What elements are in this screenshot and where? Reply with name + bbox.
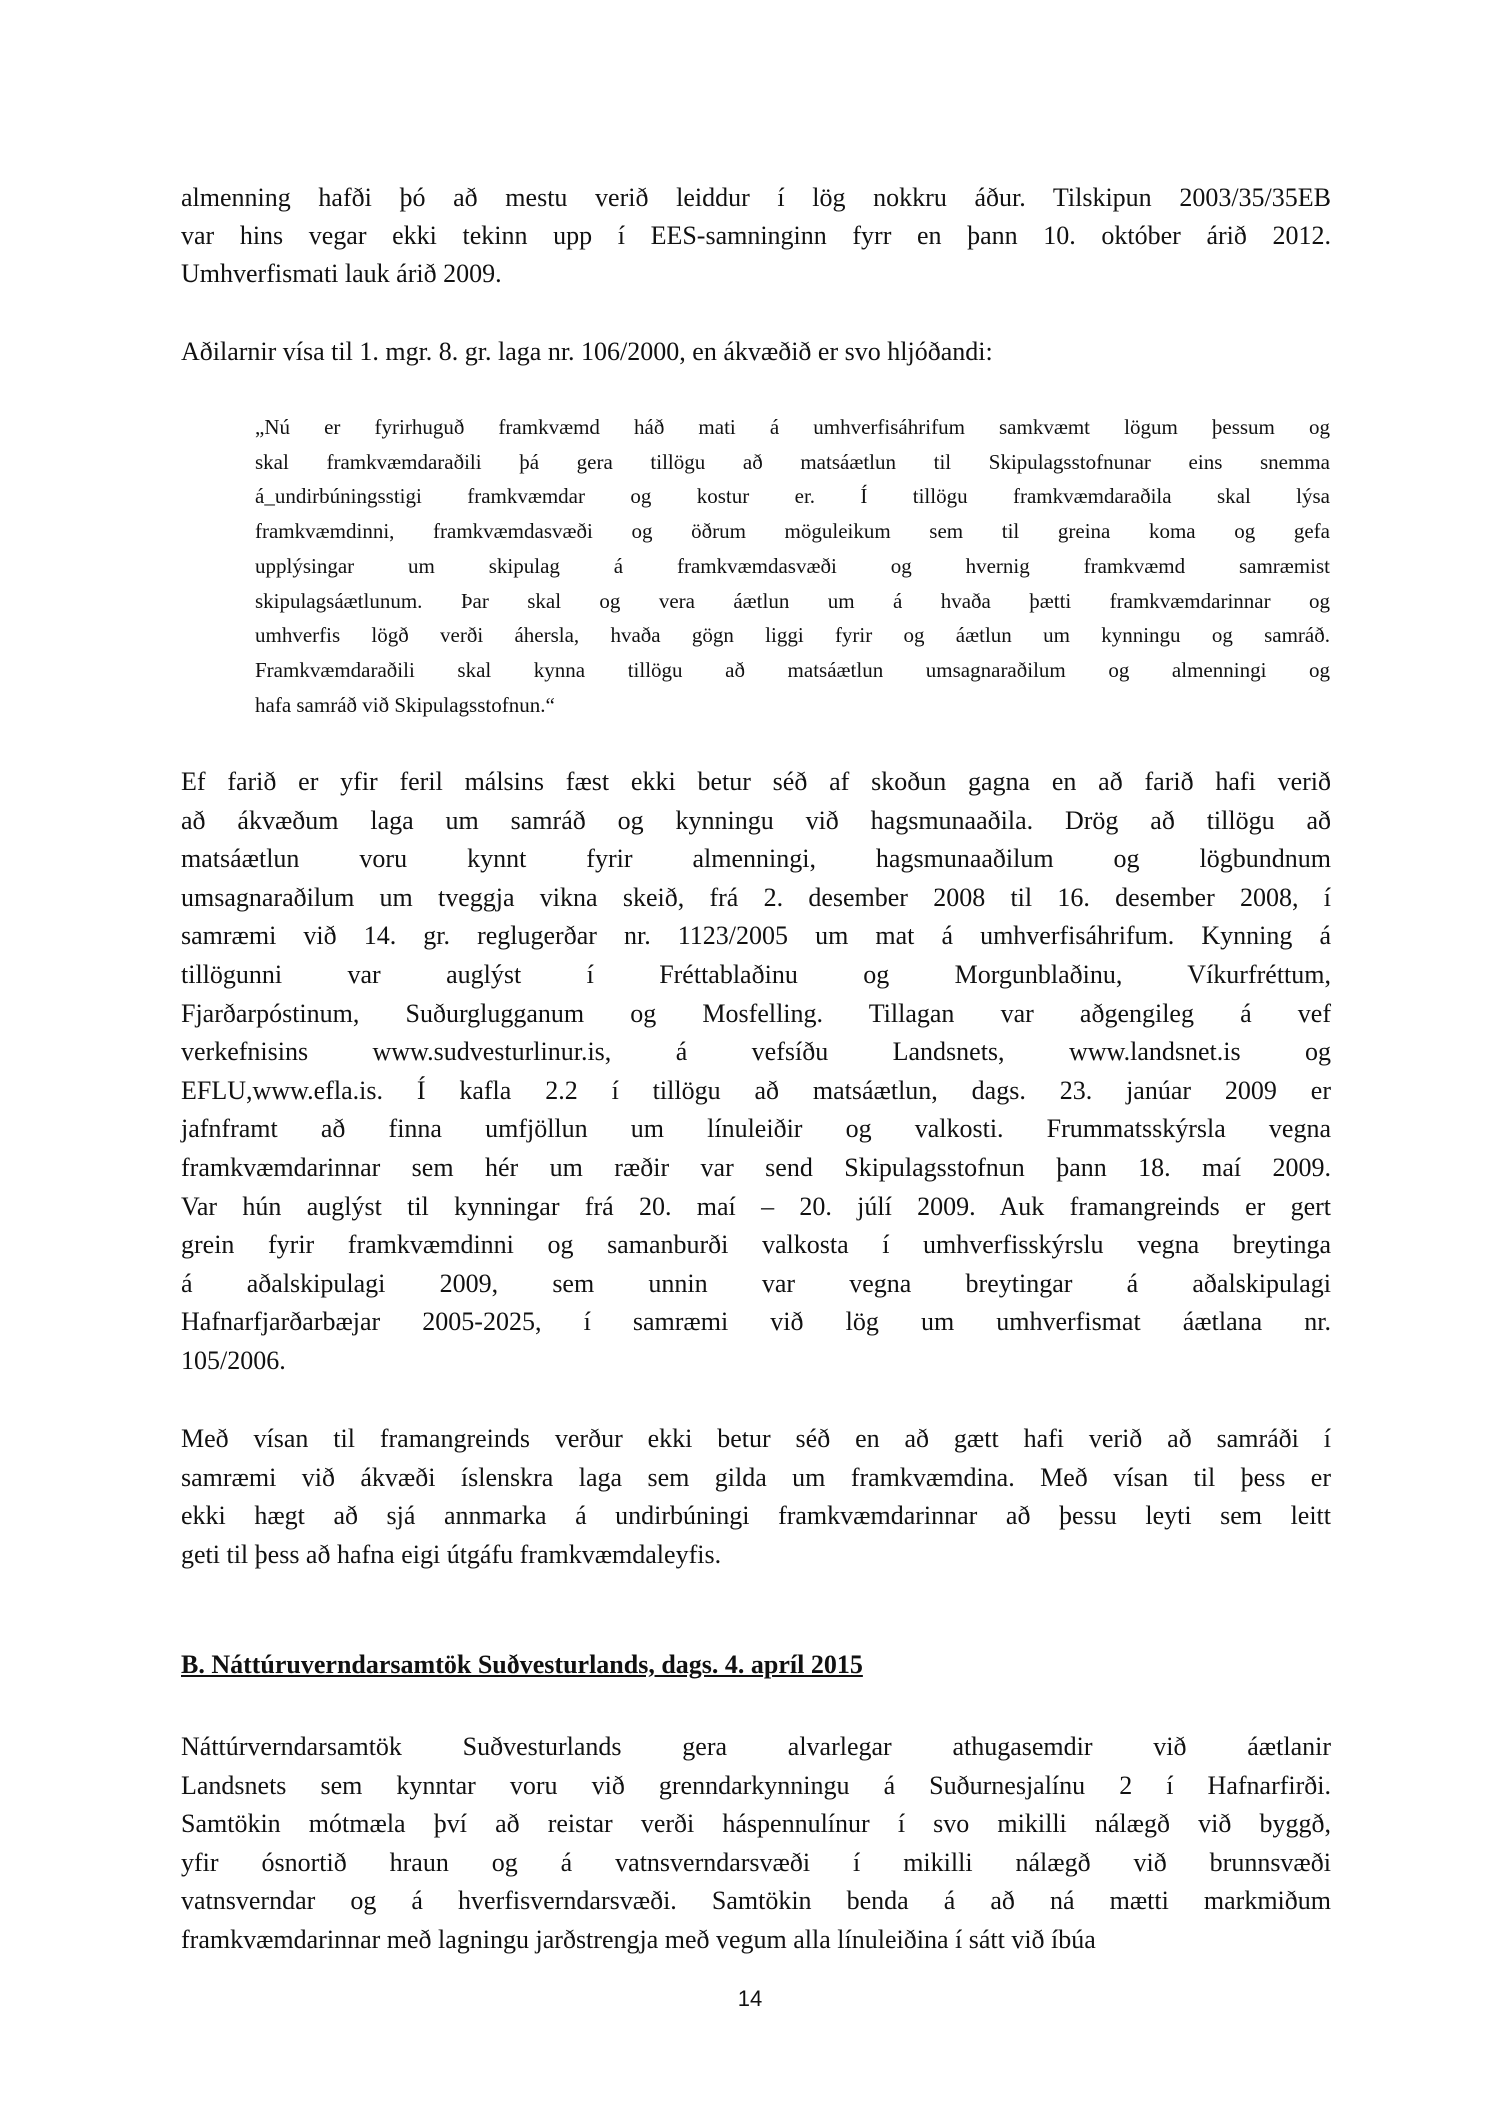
text-line: upplýsingar um skipulag á framkvæmdasvæði og hvernig framkvæmd samræmist (255, 553, 1330, 578)
text-line: Var hún auglýst til kynningar frá 20. maí – 20. júlí 2009. Auk framangreinds er gert (181, 1191, 1331, 1221)
text-line: var hins vegar ekki tekinn upp í EES-samninginn fyrr en þann 10. október árið 2012. (181, 221, 1331, 250)
text-line: að ákvæðum laga um samráð og kynningu við hagsmunaaðila. Drög að tillögu að (181, 805, 1331, 835)
text-line: framkvæmdarinnar með lagningu jarðstrengja með vegum alla línuleiðina í sátt við íbúa (181, 1924, 1096, 1954)
text-line: samræmi við 14. gr. reglugerðar nr. 1123/2005 um mat á umhverfisáhrifum. Kynning á (181, 921, 1331, 951)
text-line: Ef farið er yfir feril málsins fæst ekki betur séð af skoðun gagna en að farið hafi verið (181, 767, 1331, 796)
text-line: á_undirbúningsstigi framkvæmdar og kostur er. Í tillögu framkvæmdaraðila skal lýsa (255, 484, 1330, 509)
paragraph-intro (181, 179, 1331, 293)
paragraph-conclusion (181, 1420, 1331, 1574)
text-line: Fjarðarpóstinum, Suðurglugganum og Mosfelling. Tillagan var aðgengileg á vef (181, 998, 1331, 1028)
text-line: Með vísan til framangreinds verður ekki betur séð en að gætt hafi verið að samráði í (181, 1424, 1331, 1453)
text-line: umhverfis lögð verði áhersla, hvaða gögn liggi fyrir og áætlun um kynningu og samráð. (255, 623, 1330, 648)
text-line: skipulagsáætlunum. Þar skal og vera áætlun um á hvaða þætti framkvæmdarinnar og (255, 588, 1330, 613)
page-number: 14 (737, 1986, 763, 2011)
text-line: Samtökin mótmæla því að reistar verði háspennulínur í svo mikilli nálægð við byggð, (181, 1809, 1331, 1839)
text-line: Framkvæmdaraðili skal kynna tillögu að matsáætlun umsagnaraðilum og almenningi og (255, 657, 1330, 682)
text-line: Aðilarnir vísa til 1. mgr. 8. gr. laga nr. 106/2000, en ákvæðið er svo hljóðandi: (181, 337, 993, 366)
text-line: matsáætlun voru kynnt fyrir almenningi, hagsmunaaðilum og lögbundnum (181, 844, 1331, 874)
text-line: tillögunni var auglýst í Fréttablaðinu og Morgunblaðinu, Víkurfréttum, (181, 959, 1331, 989)
text-line: framkvæmdarinnar sem hér um ræðir var send Skipulagsstofnun þann 18. maí 2009. (181, 1152, 1331, 1182)
paragraph-reference (181, 333, 1331, 372)
text-line: geti til þess að hafna eigi útgáfu framkvæmdaleyfis. (181, 1539, 722, 1569)
text-line: Umhverfismati lauk árið 2009. (181, 259, 502, 288)
text-line: skal framkvæmdaraðili þá gera tillögu að matsáætlun til Skipulagsstofnunar eins snemma (255, 449, 1330, 474)
text-line: Landsnets sem kynntar voru við grenndarkynningu á Suðurnesjalínu 2 í Hafnarfirði. (181, 1770, 1331, 1800)
paragraph-objection (181, 1728, 1331, 1960)
text-line: grein fyrir framkvæmdinni og samanburði valkosta í umhverfisskýrslu vegna breytinga (181, 1230, 1331, 1260)
text-line: samræmi við ákvæði íslenskra laga sem gilda um framkvæmdina. Með vísan til þess er (181, 1462, 1331, 1492)
text-line: yfir ósnortið hraun og á vatnsverndarsvæði í mikilli nálægð við brunnsvæði (181, 1847, 1331, 1877)
block-quote (255, 410, 1330, 722)
text-line: almenning hafði þó að mestu verið leiddur í lög nokkru áður. Tilskipun 2003/35/35EB (181, 183, 1331, 212)
text-line: EFLU,www.efla.is. Í kafla 2.2 í tillögu að matsáætlun, dags. 23. janúar 2009 er (181, 1075, 1331, 1105)
text-line: 105/2006. (181, 1345, 286, 1375)
text-line: á aðalskipulagi 2009, sem unnin var vegna breytingar á aðalskipulagi (181, 1268, 1331, 1298)
text-line: vatnsverndar og á hverfisverndarsvæði. Samtökin benda á að ná mætti markmiðum (181, 1886, 1331, 1916)
text-line: jafnframt að finna umfjöllun um línuleiðir og valkosti. Frummatsskýrsla vegna (181, 1114, 1331, 1144)
text-line: „Nú er fyrirhuguð framkvæmd háð mati á umhverfisáhrifum samkvæmt lögum þessum og (255, 415, 1330, 439)
text-line: framkvæmdinni, framkvæmdasvæði og öðrum möguleikum sem til greina koma og gefa (255, 519, 1330, 544)
text-line: hafa samráð við Skipulagsstofnun.“ (255, 692, 555, 717)
text-line: verkefnisins www.sudvesturlinur.is, á vefsíðu Landsnets, www.landsnet.is og (181, 1037, 1331, 1067)
text-line: umsagnaraðilum um tveggja vikna skeið, frá 2. desember 2008 til 16. desember 2008, í (181, 882, 1331, 912)
text-line: ekki hægt að sjá annmarka á undirbúningi framkvæmdarinnar að þessu leyti sem leitt (181, 1501, 1331, 1531)
section-heading: B. Náttúruverndarsamtök Suðvesturlands, dags. 4. apríl 2015 (181, 1650, 863, 1679)
paragraph-process (181, 763, 1331, 1381)
text-line: Hafnarfjarðarbæjar 2005-2025, í samræmi við lög um umhverfismat áætlana nr. (181, 1307, 1331, 1337)
text-line: Náttúrverndarsamtök Suðvesturlands gera alvarlegar athugasemdir við áætlanir (181, 1732, 1331, 1761)
